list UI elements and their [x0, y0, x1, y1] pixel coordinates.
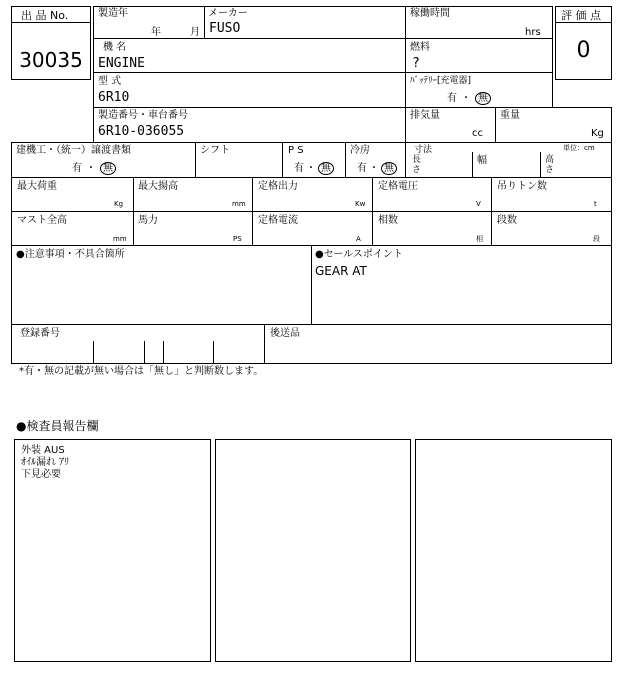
grid-line [252, 177, 253, 245]
phases-unit: 相 [476, 235, 483, 243]
horsepower-unit: PS [233, 235, 242, 243]
rated-output-label: 定格出力 [258, 181, 298, 192]
ps-yes-no [294, 162, 334, 175]
item-no-label: 出 品 No. [21, 9, 69, 22]
hours-label: 稼働時間 [410, 8, 450, 19]
year-nen: 年 [151, 27, 161, 38]
model-label: 機 名 [103, 42, 127, 53]
rating-label: 評 価 点 [561, 9, 601, 22]
lifting-tons-unit: t [594, 200, 597, 208]
grid-line [163, 341, 164, 363]
rated-current-label: 定格電流 [258, 215, 298, 226]
grid-line [540, 152, 541, 177]
docs-no-circled: 無 [100, 162, 116, 175]
grid-line [11, 211, 612, 212]
horsepower-label: 馬力 [138, 215, 158, 226]
grid-line [282, 142, 283, 177]
max-load-unit: Kg [114, 200, 124, 208]
rating-value: 0 [576, 38, 591, 63]
grid-line [133, 177, 134, 245]
grid-line [213, 341, 214, 363]
grid-line [204, 6, 205, 38]
rated-current-unit: A [356, 235, 361, 243]
grid-line [611, 107, 612, 142]
serial-value: 6R10-036055 [98, 124, 185, 139]
battery-yes-no [447, 92, 491, 105]
displacement-label: 排気量 [410, 110, 440, 121]
fuel-label: 燃料 [410, 42, 430, 53]
shipping-label: 後送品 [270, 328, 300, 339]
rated-output-unit: Kw [355, 200, 366, 208]
ps-yes: 有 [294, 163, 304, 174]
phases-label: 相数 [378, 215, 398, 226]
grid-line [264, 324, 265, 363]
grid-line [93, 38, 553, 39]
grid-line [555, 79, 612, 80]
type-label: 型 式 [98, 76, 122, 87]
hours-unit: hrs [525, 27, 541, 38]
ac-label: 冷房 [350, 145, 370, 156]
serial-label: 製造番号・車台番号 [98, 110, 188, 121]
battery-dot: ・ [461, 93, 471, 104]
grid-line [93, 6, 94, 142]
dim-unit: 単位：cm [563, 144, 595, 152]
stages-label: 段数 [497, 215, 517, 226]
max-load-label: 最大荷重 [17, 181, 57, 192]
inspector-heading: ●検査員報告欄 [16, 419, 99, 433]
inspector-line-3: 下見必要 [21, 469, 61, 480]
battery-no-circled: 無 [475, 92, 491, 105]
weight-unit: Kg [591, 128, 604, 139]
docs-yes-no [72, 162, 116, 175]
footnote: *有・無の記載が無い場合は「無し」と判断数します。 [19, 366, 264, 377]
ps-no-circled: 無 [318, 162, 334, 175]
inspector-box-1 [14, 439, 211, 662]
displacement-unit: cc [472, 128, 483, 139]
rated-voltage-unit: V [476, 200, 481, 208]
grid-line [11, 324, 612, 325]
docs-label: 建機工・（統一）譲渡書類 [16, 145, 131, 156]
ac-yes-no [357, 162, 397, 175]
item-no-value: 30035 [19, 48, 83, 72]
ac-yes: 有 [357, 163, 367, 174]
maker-label: メーカー [208, 8, 248, 19]
max-lift-label: 最大揚高 [138, 181, 178, 192]
grid-line [405, 6, 406, 142]
grid-line [93, 6, 553, 7]
inspector-line-2: ｵｲﾙ漏れ ｱﾘ [21, 457, 70, 468]
inspector-box-3 [415, 439, 612, 662]
sales-value: GEAR AT [315, 264, 367, 278]
grid-line [345, 142, 346, 177]
grid-line [93, 341, 94, 363]
model-value: ENGINE [98, 56, 145, 71]
ac-dot: ・ [369, 163, 379, 174]
stages-unit: 段 [593, 235, 600, 243]
grid-line [11, 142, 12, 363]
inspector-box-2 [215, 439, 411, 662]
dim-label: 寸法 [414, 145, 433, 155]
grid-line [11, 363, 612, 364]
grid-line [311, 245, 312, 324]
grid-line [555, 6, 612, 7]
mast-height-label: マスト全高 [17, 215, 67, 226]
grid-line [495, 107, 496, 142]
docs-dot: ・ [86, 163, 96, 174]
grid-line [11, 177, 612, 178]
max-lift-unit: mm [232, 200, 246, 208]
grid-line [93, 72, 553, 73]
dim-width: 幅 [477, 155, 487, 166]
grid-line [11, 6, 91, 7]
shift-label: シフト [200, 145, 230, 156]
grid-line [611, 142, 612, 363]
grid-line [405, 142, 406, 177]
inspector-line-1: 外装 AUS [21, 445, 65, 456]
grid-line [372, 177, 373, 245]
dim-length: 長さ [412, 155, 422, 175]
ps-label: P S [288, 145, 304, 156]
battery-yes: 有 [447, 93, 457, 104]
sales-label: ●セールスポイント [315, 249, 403, 260]
fuel-value: ? [412, 56, 420, 71]
notes-label: ●注意事項・不具合箇所 [16, 249, 125, 260]
ps-dot: ・ [306, 163, 316, 174]
rated-voltage-label: 定格電圧 [378, 181, 418, 192]
grid-line [472, 152, 473, 177]
grid-line [552, 6, 553, 107]
mast-height-unit: mm [113, 235, 127, 243]
grid-line [195, 142, 196, 177]
grid-line [93, 107, 612, 108]
year-label: 製造年 [98, 8, 128, 19]
dim-height: 高さ [545, 155, 555, 175]
grid-line [491, 177, 492, 245]
battery-label: ﾊﾞｯﾃﾘｰ[充電器] [410, 76, 472, 86]
grid-line [555, 22, 612, 23]
year-tsuki: 月 [190, 27, 200, 38]
maker-value: FUSO [209, 21, 241, 36]
grid-line [144, 341, 145, 363]
grid-line [11, 22, 91, 23]
type-value: 6R10 [98, 90, 130, 105]
docs-yes: 有 [72, 163, 82, 174]
grid-line [11, 142, 612, 143]
lifting-tons-label: 吊りトン数 [497, 181, 547, 192]
ac-no-circled: 無 [381, 162, 397, 175]
weight-label: 重量 [500, 110, 520, 121]
grid-line [11, 79, 91, 80]
registration-label: 登録番号 [20, 328, 60, 339]
